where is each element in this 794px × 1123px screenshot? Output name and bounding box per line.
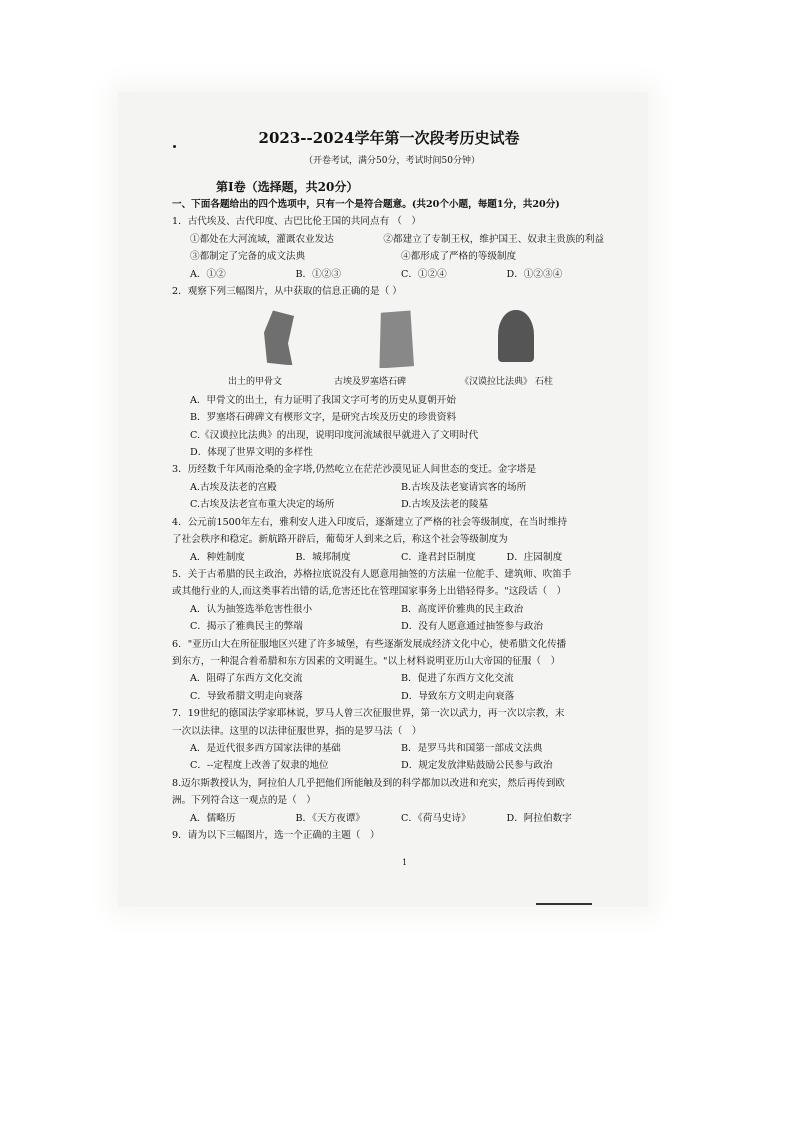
caption-1: 出土的甲骨文	[228, 377, 283, 388]
option-a: A．甲骨文的出土，有力证明了我国文字可考的历史从夏朝开始	[190, 394, 456, 406]
option-b: B．城邦制度	[295, 551, 351, 563]
question-8	[172, 775, 612, 827]
option-c: C．--定程度上改善了奴隶的地位	[190, 760, 329, 772]
question-stem-cont: 了社会秩序和稳定。新航路开辟后，葡萄牙人到来之后，称这个社会等级制度为	[172, 534, 508, 546]
option-b: B.古埃及法老宴请宾客的场所	[401, 481, 527, 493]
option-c: C.古埃及法老宣布重大决定的场所	[190, 499, 335, 511]
question-stem-cont: 洲。下列符合这一观点的是（ ）	[172, 795, 316, 807]
oracle-bone-image	[264, 310, 294, 365]
option-row	[172, 479, 612, 496]
option-row	[172, 670, 612, 687]
question-6	[172, 636, 612, 706]
option-row	[172, 618, 612, 635]
option-c: C．导致希腊文明走向衰落	[190, 690, 303, 702]
figure-row	[224, 310, 554, 370]
exam-title: 2023--2024学年第一次段考历史试卷	[258, 129, 520, 147]
option-c: C．逢君封臣制度	[401, 551, 476, 563]
option-d: D.古埃及法老的陵墓	[401, 499, 489, 511]
exam-page	[172, 128, 612, 844]
question-stem: 6．"亚历山大在所征服地区兴建了许多城堡，有些逐渐发展成经济文化中心，使希腊文化传播	[172, 638, 567, 650]
option-d: D．导致东方文明走向衰落	[401, 690, 515, 702]
option-row	[172, 549, 612, 566]
question-stem: 8.迈尔斯教授认为，阿拉伯人几乎把他们所能触及到的科学都加以改进和充实，然后再传到欧	[172, 777, 565, 789]
question-5	[172, 566, 612, 636]
question-4	[172, 514, 612, 566]
question-stem-cont: 一次以法律。这里的以法律征服世界，指的是罗马法（ ）	[172, 725, 422, 737]
statement: ③都制定了完备的成文法典	[190, 251, 306, 263]
exam-subtitle: （开卷考试，满分50分，考试时间50分钟）	[304, 156, 480, 166]
section-title: 第Ⅰ卷（选择题，共20分）	[216, 180, 359, 194]
caption-3: 《汉谟拉比法典》 石柱	[460, 377, 553, 388]
question-2	[172, 283, 612, 461]
option-a: A．①②	[190, 268, 226, 280]
option-c: C．揭示了雅典民主的弊端	[190, 621, 303, 633]
statement: ①都处在大河流域，灌溉农业发达	[190, 233, 334, 245]
option-a: A．种姓制度	[190, 551, 245, 563]
option-d: D．规定发放津贴鼓励公民参与政治	[401, 760, 553, 772]
question-stem: 1．古代埃及、古代印度、古巴比伦王国的共同点有 （ ）	[172, 216, 421, 228]
question-stem: 3．历经数千年风雨沧桑的金字塔,仍然屹立在茫茫沙漠见证人间世态的变迁。金字塔是	[172, 464, 537, 476]
question-stem-cont: 到东方，一种混合着希腊和东方因素的文明诞生。"以上材料说明亚历山大帝国的征服（ ）	[172, 655, 561, 667]
option-row	[172, 810, 612, 827]
statement: ④都形成了严格的等级制度	[401, 251, 517, 263]
caption-2: 古埃及罗塞塔石碑	[334, 377, 407, 388]
question-7	[172, 705, 612, 775]
question-stem: 4．公元前1500年左右，雅利安人进入印度后，逐渐建立了严格的社会等级制度，在当时维持	[172, 516, 568, 528]
option-d: D．没有人愿意通过抽签参与政治	[401, 621, 544, 633]
rosetta-stone-image	[378, 310, 414, 368]
option-row	[172, 496, 612, 513]
option-row	[172, 740, 612, 757]
option-c: C．《荷马史诗》	[401, 812, 471, 824]
section-instructions: 一、下面各题给出的四个选项中，只有一个是符合题意。(共20个小题，每题1分，共20分)	[172, 199, 560, 210]
hammurabi-stele-image	[498, 310, 534, 362]
question-stem-cont: 或其他行业的人,而这类事若出错的话,危害还比在管理国家事务上出错轻得多。"这段话（ ）	[172, 586, 567, 598]
option-d: D．阿拉伯数字	[506, 812, 572, 824]
question-stem: 7．19世纪的德国法学家耶林说，罗马人曾三次征服世界，第一次以武力，再一次以宗教，末	[172, 708, 565, 720]
question-9	[172, 827, 612, 844]
option-a: A.古埃及法老的宫殿	[190, 481, 277, 493]
option-row	[172, 688, 612, 705]
option-a: A．儒略历	[190, 812, 236, 824]
question-3	[172, 461, 612, 513]
option-b: B．是罗马共和国第一部成文法典	[401, 742, 543, 754]
option-b: B．《天方夜谭》	[295, 812, 365, 824]
option-row	[172, 601, 612, 618]
option-row	[172, 757, 612, 774]
scan-mark	[536, 903, 592, 905]
option-a: A．是近代很多西方国家法律的基础	[190, 742, 341, 754]
option-b: B．促进了东西方文化交流	[401, 673, 514, 685]
option-c: C．①②④	[401, 268, 447, 280]
question-stem: 9．请为以下三幅图片，选一个正确的主题（ ）	[172, 830, 380, 841]
option-a: A．阻碍了东西方文化交流	[190, 673, 303, 685]
option-b: B．高度评价雅典的民主政治	[401, 603, 524, 615]
option-row	[172, 266, 612, 283]
option-b: B．①②③	[295, 268, 341, 280]
statement-row	[172, 231, 612, 248]
option-d: D．庄园制度	[506, 551, 563, 563]
statement-row	[172, 248, 612, 265]
option-d: D．体现了世界文明的多样性	[190, 447, 313, 459]
figure-captions	[228, 374, 612, 391]
page-number: 1	[402, 858, 408, 867]
option-d: D．①②③④	[506, 268, 563, 280]
option-a: A．认为抽签选举危害性很小	[190, 603, 313, 615]
question-stem: 5．关于古希腊的民主政治，苏格拉底说没有人愿意用抽签的方法雇一位舵手、建筑师、吹笛手	[172, 568, 572, 580]
statement: ②都建立了专制王权，维护国王、奴隶主贵族的利益	[383, 233, 605, 245]
option-b: B．罗塞塔石碑碑文有楔形文字，是研究古埃及历史的珍贵资料	[190, 412, 457, 424]
option-c: C.《汉谟拉比法典》的出现，说明印度河流域很早就进入了文明时代	[190, 429, 479, 441]
question-1	[172, 213, 612, 283]
question-stem: 2．观察下列三幅图片，从中获取的信息正确的是（ ）	[172, 286, 402, 298]
